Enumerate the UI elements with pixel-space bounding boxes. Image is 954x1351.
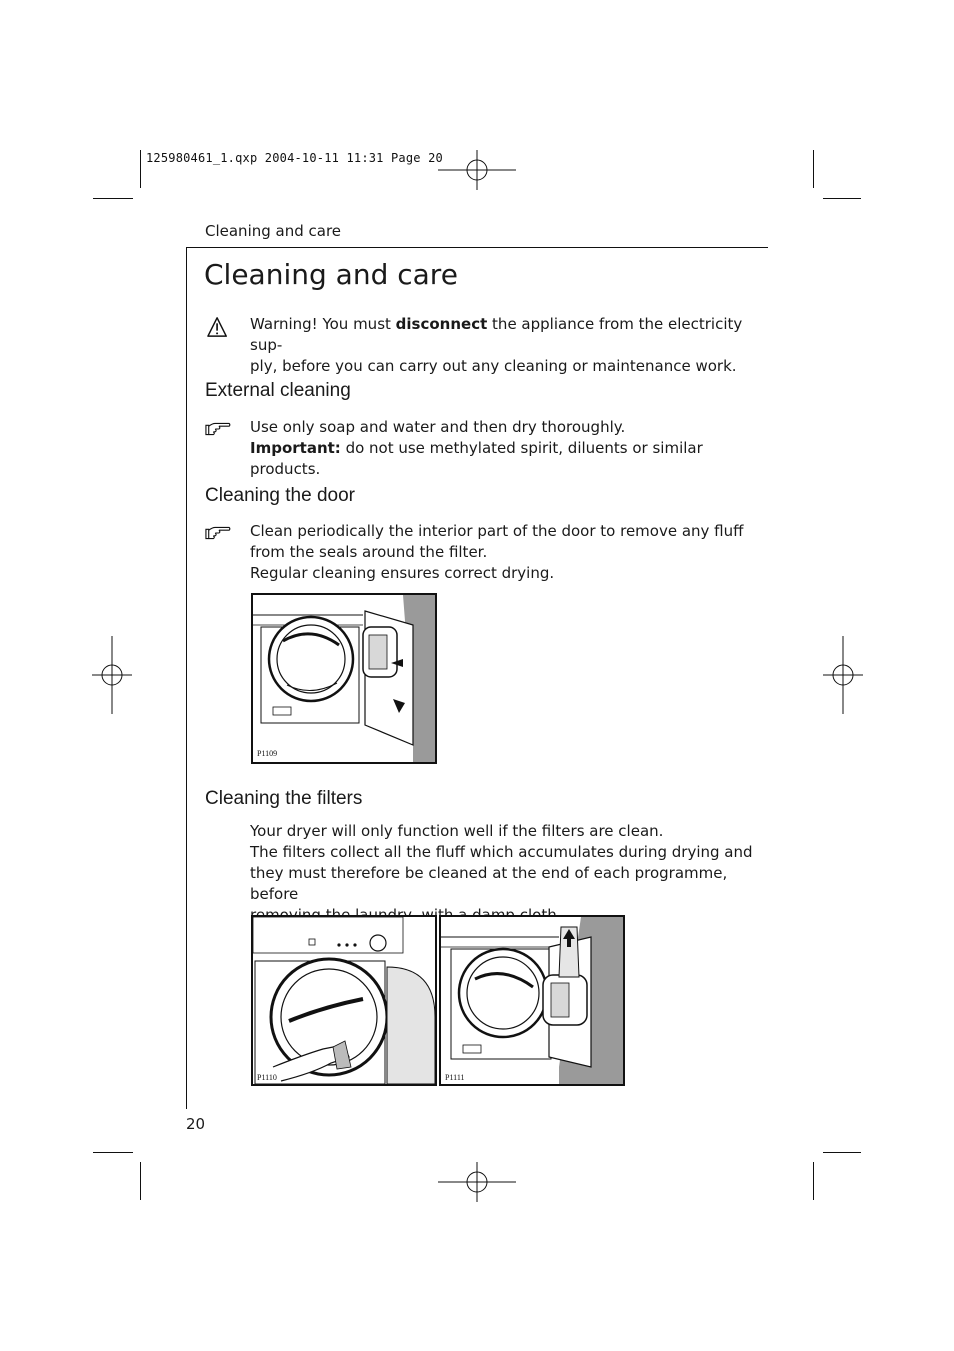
pointing-hand-icon [205,418,231,440]
figure-caption: P1109 [257,749,278,758]
registration-mark-left [92,636,132,714]
heading-external-cleaning: External cleaning [205,380,351,401]
figure-caption: P1110 [257,1073,277,1082]
margin-rule [186,247,187,1109]
warning-text: Warning! You must disconnect the appliance from the electricity sup- ply, before you can carry out any cleaning or maintenance work. [250,315,743,375]
warning-triangle-icon [205,316,231,338]
page-title: Cleaning and care [204,258,458,291]
heading-cleaning-door: Cleaning the door [205,485,355,506]
figure-door-cleaning [251,593,437,764]
figure-filter-wipe [251,915,437,1086]
heading-cleaning-filters: Cleaning the filters [205,788,363,809]
figure-filter-remove [439,915,625,1086]
cleaning-filters-text: Your dryer will only function well if the filters are clean. The filters collect all the fluff which accumulates during drying and they must therefore be cleaned at the end of each programme, before with [250,822,753,924]
print-slug: 125980461_1.qxp 2004-10-11 11:31 Page 20 [146,151,443,165]
cleaning-door-text: Clean periodically the interior part of the door to remove any fluff from the seals around the filter. Regular cleaning ensures correct drying. [250,522,744,582]
external-cleaning-text: Use only soap and water and then dry thoroughly. Important: do not use methylated spirit, diluents or similar products. [250,418,703,478]
pointing-hand-icon [205,522,231,544]
running-header: Cleaning and care [205,222,342,240]
registration-mark-bottom [438,1162,516,1202]
header-rule [186,247,768,248]
page-number: 20 [186,1115,206,1133]
registration-mark-right [823,636,863,714]
figure-caption: P1111 [445,1073,465,1082]
registration-mark-top [438,150,516,190]
